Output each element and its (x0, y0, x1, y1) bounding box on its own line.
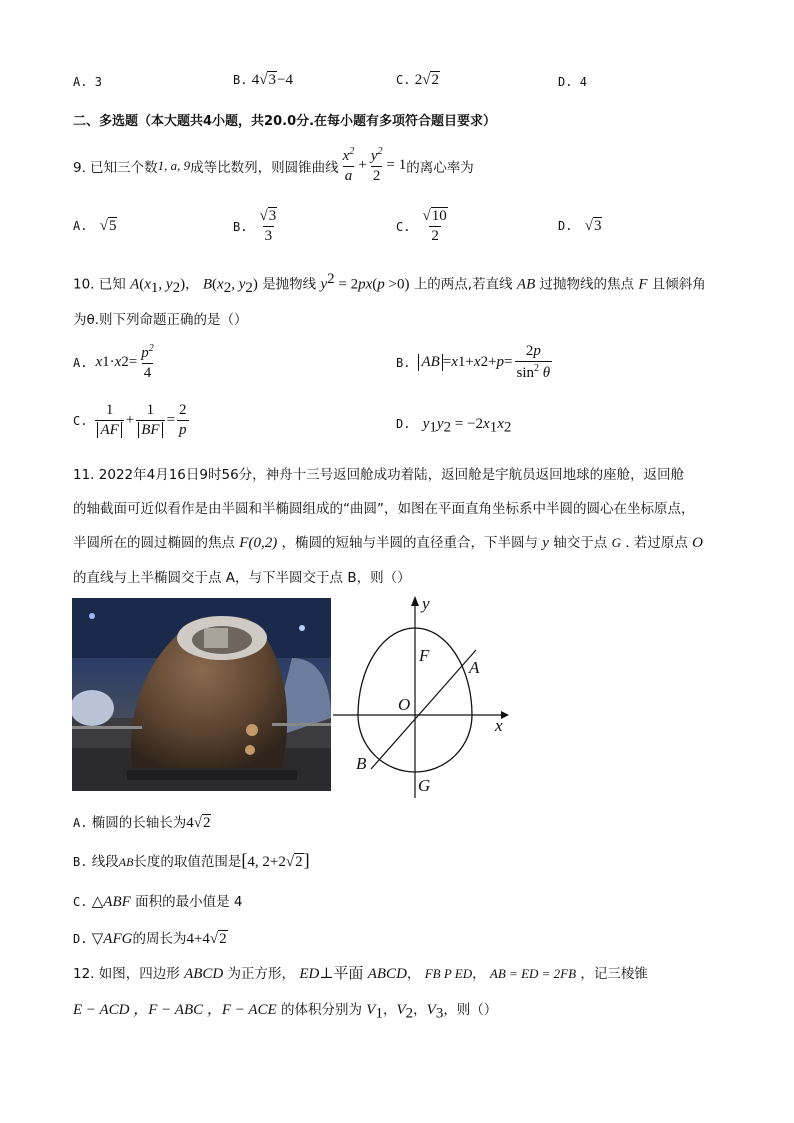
option-label: C. (396, 73, 411, 87)
q11-option-b: B. 线段AB长度的取值范围是[4, 2+2√2] (73, 850, 310, 870)
var: FB P ED (424, 966, 473, 981)
text: . 若过原点 (625, 535, 688, 551)
option-label: C. (396, 219, 411, 234)
radicand: 10 (431, 208, 447, 224)
question-9: 9. 已知三个数 1, a, 9 成等比数列，则圆锥曲线 $\frac{x^2}{a}$ + $\frac{y^2}{2}$ = 1 的离心率为 (73, 146, 474, 184)
denominator: 2 (431, 228, 439, 244)
radicand: 3 (593, 218, 602, 234)
var: G (611, 535, 621, 550)
option-label: C. (73, 895, 88, 909)
text: 半圆所在的圆过椭圆的焦点 (73, 535, 235, 551)
option-label: B. (73, 855, 88, 869)
label-a: A (469, 658, 480, 677)
coef: 4 (251, 72, 260, 88)
option-label: B. (233, 73, 248, 87)
question-11-line4: 的直线与上半椭圆交于点 A，与下半圆交于点 B，则（） (73, 570, 411, 586)
option-label: D. (396, 417, 411, 431)
text: 是抛物线 (262, 276, 317, 293)
label-y: y (422, 594, 430, 613)
q10-option-a: A. x 1 · x 2 = $\frac{p^2}{4}$ (73, 343, 154, 381)
q9-frac-x: $\frac{x^2}{a}$ (342, 146, 355, 184)
line-ab (371, 650, 476, 769)
question-11-line2: 的轴截面可近似看作是由半圆和半椭圆组成的“曲圆”，如图在平面直角坐标系中半圆的圆心在坐标原点， (73, 501, 695, 517)
option-label: A. (73, 75, 88, 89)
option-label: B. (396, 355, 411, 370)
option-text: 椭圆的长轴长为 (91, 815, 187, 831)
option-label: D. (73, 932, 88, 946)
text: 过抛物线的焦点 (539, 276, 635, 293)
expression: 4+4 (186, 931, 210, 947)
var: y (542, 535, 549, 551)
q11-option-c (73, 890, 242, 911)
radicand: 2 (295, 854, 303, 870)
text: 上的两点,若直线 (413, 276, 513, 293)
option-label: B. (233, 219, 248, 234)
text: 轴交于点 (553, 535, 608, 551)
label-x: x (495, 716, 503, 735)
q9-prefix: 9. 已知三个数 (73, 159, 158, 176)
q9-option-c: C. $\frac{√10}{2}$ (396, 208, 447, 244)
question-12-line1: 12. 如图，四边形 ABCD 为正方形， ED⊥平面 ABCD， FB P ED， AB = ED = 2FB ，记三棱锥 (73, 966, 648, 982)
q8-option-c: C. 2√2 (396, 72, 439, 88)
radicand: 3 (268, 72, 276, 88)
label-f: F (419, 646, 430, 665)
segment: AB (118, 855, 134, 869)
option-label: A. (73, 816, 88, 830)
question-12-line2: E − ACD ，F − ABC ，F − ACE 的体积分别为 $V_1$，$V_2$，$V_3$，则（） (73, 1002, 498, 1022)
interval: 4, 2+2 (247, 854, 286, 870)
radicand: 5 (108, 218, 117, 234)
text: ⊥平面 (319, 966, 364, 982)
option-label: D. (558, 219, 573, 233)
q8-option-d (558, 75, 587, 89)
option-value: 3 (94, 75, 102, 89)
text: 12. 如图，四边形 (73, 966, 180, 982)
q9-suffix: 的离心率为 (406, 159, 474, 176)
focus-point: F(0,2) (239, 535, 278, 551)
q9-seq: 1, a, 9 (157, 157, 191, 173)
radicand: 2 (431, 72, 439, 88)
radicand: 2 (202, 815, 211, 831)
coef: 2 (414, 72, 423, 88)
tail: −4 (276, 72, 293, 88)
option-text: 面积的最小值是 4 (130, 894, 243, 910)
capsule-image (72, 598, 331, 791)
question-11-line3 (73, 531, 703, 552)
label-o: O (398, 695, 411, 714)
text: ，椭圆的短轴与半圆的直径重合，下半圆与 (281, 535, 538, 551)
question-11-line1: 11. 2022年4月16日9时56分，神舟十三号返回舱成功着陆，返回舱是宇航员返回地球的座舱，返回舱 (73, 467, 685, 483)
option-label: A. (73, 355, 88, 370)
q11-option-a: A. 椭圆的长轴长为4√2 (73, 815, 211, 831)
option-text: 的周长为 (132, 931, 187, 947)
option-label: C. (73, 413, 88, 428)
radicand: 3 (268, 208, 277, 224)
q11-option-d: D. ▽AFG的周长为4+4√2 (73, 931, 227, 947)
q9-frac-y: $\frac{y^2}{2}$ (370, 146, 383, 184)
q10-option-b: B. AB = x 1 + x 2 + p = $\frac{2p}{\sin^2 \theta}$ (396, 343, 551, 381)
triangle: △ABF (91, 894, 131, 910)
text: 的体积分别为 (281, 1002, 362, 1018)
text: 10. 已知 (73, 276, 126, 293)
label-b: B (356, 754, 367, 773)
radicand: 2 (219, 931, 227, 947)
var: ABCD (184, 966, 224, 982)
q8-option-b: B. 4√3−4 (233, 72, 293, 88)
capsule-photo (72, 598, 331, 791)
text: ，则（） (443, 1002, 498, 1018)
text: ，记三棱锥 (580, 966, 648, 982)
q9-option-d: D. √3 (558, 218, 602, 234)
denominator: 3 (264, 228, 273, 244)
text: 且倾斜角 (651, 276, 706, 293)
option-value: 4 (579, 75, 587, 89)
q8-option-a (73, 75, 102, 89)
q9-option-b: B. $\frac{√3}{3}$ (233, 208, 277, 244)
y-axis-arrow (411, 596, 419, 606)
option-text: 线段 (91, 854, 119, 870)
label-g: G (418, 776, 431, 795)
option-label: A. (73, 219, 88, 233)
q10-option-c: C. $\frac{1}{AF}$ + $\frac{1}{BF}$ = $\frac{2}{p}$ (73, 402, 187, 438)
question-10-line1: 10. 已知 $A(x_1$, $y_2$)， $B(x_2$, $y_2$) 是抛物线 $y^2 = 2px(p >0)$ 上的两点,若直线 AB 过抛物线的焦点 F 且倾斜角 (73, 271, 706, 297)
q10-option-d: D. $y_1y_2 = -2x_1x_2$ (396, 416, 512, 436)
section-heading: 二、多选题（本大题共4小题，共20.0分.在每小题有多项符合题目要求） (73, 114, 497, 129)
option-label: D. (558, 75, 573, 89)
var: ABCD (367, 966, 407, 982)
var: O (692, 535, 703, 551)
question-10-line2: 为θ.则下列命题正确的是（） (73, 312, 248, 328)
option-text: 长度的取值范围是 (133, 854, 242, 870)
q9-option-a: A. √5 (73, 218, 117, 234)
triangle: ▽AFG (91, 931, 133, 947)
q9-mid: 成等比数列，则圆锥曲线 (190, 159, 339, 176)
var: AB = ED = 2FB (489, 966, 577, 981)
var: ED (299, 966, 320, 982)
pyramids: E − ACD ，F − ABC ，F − ACE (73, 1002, 277, 1018)
coef: 4 (186, 815, 194, 831)
text: 为正方形， (227, 966, 296, 982)
curved-circle-figure (333, 592, 513, 798)
